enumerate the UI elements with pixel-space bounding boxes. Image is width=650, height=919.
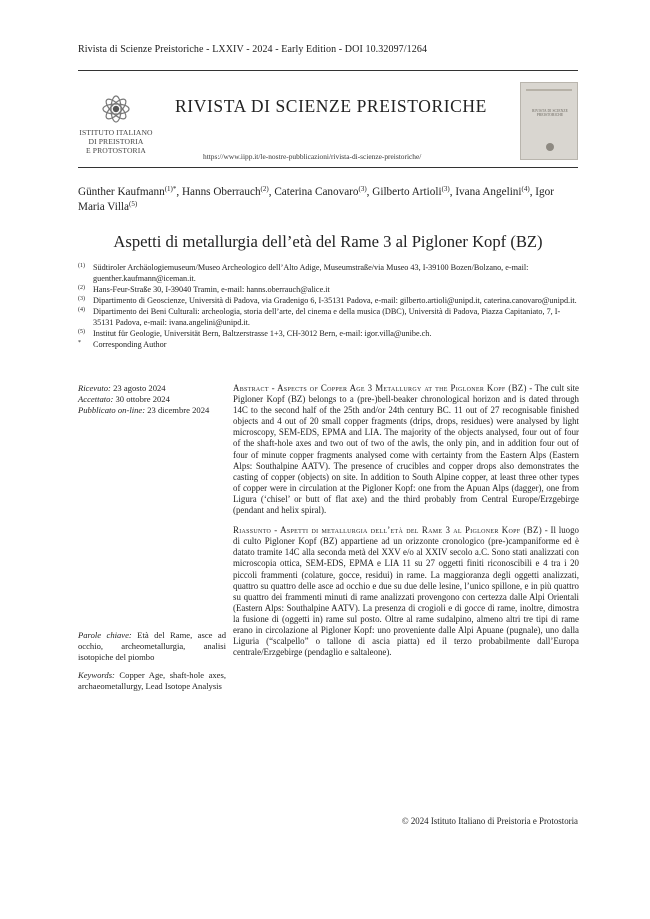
abstract-heading: Abstract - Aspects of Copper Age 3 Metallurgy at the Pigloner Kopf (BZ) <box>233 383 527 393</box>
affiliation-number: * <box>78 340 81 346</box>
publication-dates <box>78 383 233 416</box>
keywords-italian-text: Età del Rame, asce ad occhio, archeometallurgia, analisi isotopiche del piombo <box>78 630 226 662</box>
institute-name-line: DI PREISTORIA <box>88 137 144 146</box>
author-separator: , <box>529 186 536 198</box>
cover-emblem-icon <box>546 143 554 151</box>
affiliation-number: (5) <box>78 329 85 335</box>
institute-logo <box>78 92 154 155</box>
affiliation-text: Hans-Feur-Straße 30, I-39040 Tramin, e-mail: hanns.oberrauch@alice.it <box>93 285 330 294</box>
institute-name <box>78 128 154 155</box>
author-separator: , <box>176 186 182 198</box>
affiliation-number: (2) <box>78 285 85 291</box>
keywords-italian-label: Parole chiave: <box>78 630 132 640</box>
date-value: 23 dicembre 2024 <box>147 405 210 415</box>
riassunto-body: - Il luogo di culto Pigloner Kopf (BZ) appartiene ad un orizzonte cronologico (pre-)campaniforme ed è datato tramite 14C alla seconda metà del XXV e/o al XXIV secolo a.C. Sono stati analizzati con microscopia ottica, SEM-EDS, EPMA e LIA 11 su 27 oggetti finiti riconoscibili e 4 tra i 20 piccoli frammenti (colature, gocce, residui) in rame. La maggioranza degli oggetti analizzati, quattro su quattro delle asce ad occhio e due su due delle lesine, l’unico spillone, e in più quattro su quattro dei frammenti minuti di rame analizzati provengono con certezza dalle Alpi Orientali (Eastern Alps: Southalpine AATV). La presenza di crogioli e di gocce di rame, inoltre, dimostra la fusione di (oggetti in) rame sul posto. Oltre al rame sudalpino, almeno altri tre tipi di rame erano in circolazione al Pigloner Kopf: uno proveniente dalle Alpi Apuane (pugnale), uno dalla Liguria (“scalpello” o tallone di ascia piatta) ed il terzo probabilmente dall’Europa centrale/Erzgebirge (pendaglio e saltaleone). <box>233 525 579 658</box>
affiliation-number: (1) <box>78 263 85 269</box>
riassunto-heading: Riassunto - Aspetti di metallurgia dell’età del Rame 3 al Pigloner Kopf (BZ) <box>233 525 542 536</box>
affiliation-item <box>78 339 580 350</box>
affiliation-text: Dipartimento dei Beni Culturali: archeologia, storia dell’arte, del cinema e della musica (DBC), Università di Padova, Piazza Capitaniato, 7, I-35131 Padova, e-mail: ivana.angelini@unipd.it. <box>93 307 561 327</box>
keywords-block <box>78 630 226 699</box>
affiliation-text: Corresponding Author <box>93 340 167 349</box>
journal-title: RIVISTA DI SCIENZE PREISTORICHE <box>175 96 487 116</box>
affiliation-list <box>78 262 580 350</box>
keywords-english <box>78 670 226 692</box>
author-name: Igor Maria Villa <box>78 186 554 213</box>
author-affiliation-mark: (1)* <box>164 185 177 193</box>
author-affiliation-mark: (5) <box>129 200 138 208</box>
affiliation-text: Südtiroler Archäologiemuseum/Museo Archeologico dell’Alto Adige, Museumstraße/via Museo 43, I-39100 Bozen/Bolzano, e-mail: guenther.kaufmann@iceman.it. <box>93 263 529 283</box>
institute-name-line: ISTITUTO ITALIANO <box>79 128 153 137</box>
author-list <box>78 185 578 215</box>
author-separator: , <box>268 186 275 198</box>
affiliation-number: (4) <box>78 307 85 313</box>
affiliation-item <box>78 262 580 284</box>
author-separator: , <box>366 186 373 198</box>
author-name: Caterina Canovaro <box>274 186 359 198</box>
journal-url[interactable]: https://www.iipp.it/le-nostre-pubblicazioni/rivista-di-scienze-preistoriche/ <box>203 152 422 161</box>
author-name: Gilberto Artioli <box>372 186 442 198</box>
affiliation-item <box>78 328 580 339</box>
header-rule-top <box>78 70 578 71</box>
affiliation-item <box>78 284 580 295</box>
copyright-notice: © 2024 Istituto Italiano di Preistoria e Protostoria <box>401 816 578 826</box>
date-label: Ricevuto: <box>78 383 111 393</box>
author-name: Hanns Oberrauch <box>181 186 261 198</box>
keywords-english-label: Keywords: <box>78 670 115 680</box>
affiliation-item <box>78 306 580 328</box>
author-affiliation-mark: (3) <box>358 185 367 193</box>
running-head: Rivista di Scienze Preistoriche - LXXIV - 2024 - Early Edition - DOI 10.32097/1264 <box>78 44 428 55</box>
article-title: Aspetti di metallurgia dell’età del Rame 3 al Pigloner Kopf (BZ) <box>113 232 543 251</box>
date-row <box>78 405 233 416</box>
journal-cover-thumbnail <box>520 82 578 160</box>
cover-strip <box>526 89 572 91</box>
institute-emblem-icon <box>99 92 133 126</box>
date-row <box>78 383 233 394</box>
header-rule-bottom <box>78 167 578 168</box>
date-label: Pubblicato on-line: <box>78 405 146 415</box>
affiliation-item <box>78 295 580 306</box>
author-affiliation-mark: (2) <box>260 185 269 193</box>
keywords-english-text: Copper Age, shaft-hole axes, archaeometallurgy, Lead Isotope Analysis <box>78 670 226 691</box>
date-label: Accettato: <box>78 394 114 404</box>
abstract-english <box>233 383 579 516</box>
author-affiliation-mark: (4) <box>521 185 530 193</box>
abstract-body: - The cult site Pigloner Kopf (BZ) belongs to a (pre-)bell-beaker chronological horizon and is dated through 14C to the second half of the 25th and/or 24th century BC. 11 out of 27 recognisable finished objects and 4 out of 20 small copper fragments (drips, drops, residues) were analysed by light microscopy, SEM-EDS, EPMA and LIA. The majority of the objects analysed, four out of four of the shaft-hole axes and two out of two of the awls, the only pin, and in addition four out of four of minute copper fragments analysed come with certainty from the Eastern Alps (Eastern Alps: Southalpine AATV). The presence of crucibles and copper drops also demonstrates the casting of copper (objects) on site. In addition to South Alpine copper, at least three other types of copper were in circulation at the Pigloner Kopf: one from the Apuan Alps (dagger), one from Ligura (‘chisel’ or butt of flat axe) and the third probably from Central Europe/Erzgebirge (pendant and helix spiral). <box>233 383 579 516</box>
keywords-italian <box>78 630 226 663</box>
date-value: 23 agosto 2024 <box>113 383 166 393</box>
date-row <box>78 394 233 405</box>
institute-name-line: E PROTOSTORIA <box>86 146 146 155</box>
affiliation-number: (3) <box>78 296 85 302</box>
affiliation-text: Dipartimento di Geoscienze, Università di Padova, via Gradenigo 6, I-35131 Padova, e-mail: gilberto.artioli@unipd.it, caterina.canovaro@unipd.it. <box>93 296 577 305</box>
date-value: 30 ottobre 2024 <box>115 394 170 404</box>
author-separator: , <box>449 186 456 198</box>
author-affiliation-mark: (3) <box>441 185 450 193</box>
cover-title: RIVISTA DI SCIENZE PREISTORICHE <box>532 109 568 118</box>
abstract-block <box>233 383 579 667</box>
affiliation-text: Institut für Geologie, Universität Bern, Baltzerstrasse 1+3, CH-3012 Bern, e-mail: igor.villa@unibe.ch. <box>93 329 432 338</box>
author-name: Günther Kaufmann <box>78 186 165 198</box>
author-name: Ivana Angelini <box>455 186 522 198</box>
abstract-italian <box>233 525 579 658</box>
